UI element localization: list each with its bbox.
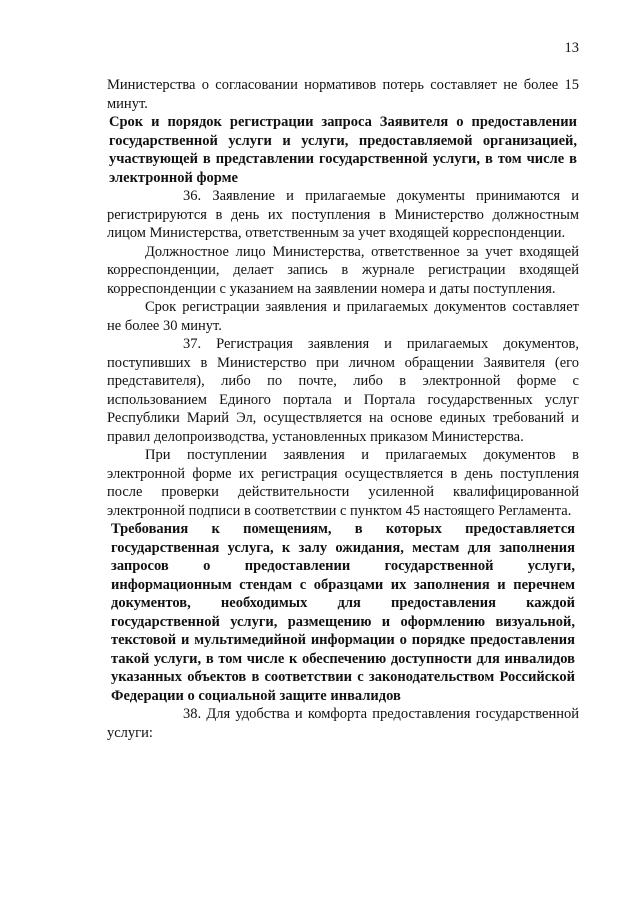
paragraph-36-officer xyxy=(107,243,579,299)
page-number: 13 xyxy=(564,40,579,56)
page-body xyxy=(107,76,579,742)
clause-number: 36. xyxy=(183,188,202,204)
paragraph-37-electronic xyxy=(107,446,579,520)
paragraph-36-term xyxy=(107,298,579,335)
section-heading-registration: Срок и порядок регистрации запроса Заявителя о предоставлении государственной услуги и услуги, предоставляемой организацией, участвующей в представлении государственной услуги, в том числе в электронной форме xyxy=(109,114,577,186)
clause-number: 38. xyxy=(183,706,202,722)
paragraph-38 xyxy=(107,705,579,742)
section-body-premises xyxy=(107,705,579,742)
paragraph-text: Должностное лицо Министерства, ответственное за учет входящей корреспонденции, делает запись в журнале регистрации входящей корреспонденции с указанием на заявлении номера и даты поступления. xyxy=(107,243,579,297)
paragraph-text: Для удобства и комфорта предоставления государственной услуги: xyxy=(107,706,580,741)
section-body-registration xyxy=(107,187,579,520)
paragraph-text: Регистрация заявления и прилагаемых документов, поступивших в Министерство при личном обращении Заявителя (его представителя), либо по почте, либо в электронной форме с использованием Единого портала и Портала государственных услуг Республики Марий Эл, осуществляется на основе единых требований и правил делопроизводства, установленных приказом Министерства. xyxy=(107,336,580,445)
paragraph-36 xyxy=(107,187,579,243)
paragraph-37 xyxy=(107,335,579,446)
section-heading-premises: Требования к помещениям, в которых предоставляется государственная услуга, к залу ожидания, местам для заполнения запросов о предоставлении государственной услуги, информационным стендам с образцами их заполнения и перечнем документов, необходимых для предоставления каждой государственной услуги, размещению и оформлению визуальной, текстовой и мультимедийной информации о порядке предоставления такой услуги, в том числе к обеспечению доступности для инвалидов указанных объектов в соответствии с законодательством Российской Федерации о социальной защите инвалидов xyxy=(111,521,575,704)
paragraph-text: Заявление и прилагаемые документы принимаются и регистрируются в день их поступления в Министерство должностным лицом Министерства, ответственным за учет входящей корреспонденции. xyxy=(107,188,580,241)
clause-number: 37. xyxy=(183,336,202,352)
paragraph-text: При поступлении заявления и прилагаемых документов в электронной форме их регистрация осуществляется в день поступления после проверки действительности усиленной квалифицированной электронной подписи в соответствии с пунктом 45 настоящего Регламента. xyxy=(107,447,579,519)
continuation-paragraph: Министерства о согласовании нормативов потерь составляет не более 15 минут. xyxy=(107,77,579,112)
paragraph-text: Срок регистрации заявления и прилагаемых документов составляет не более 30 минут. xyxy=(107,299,579,334)
